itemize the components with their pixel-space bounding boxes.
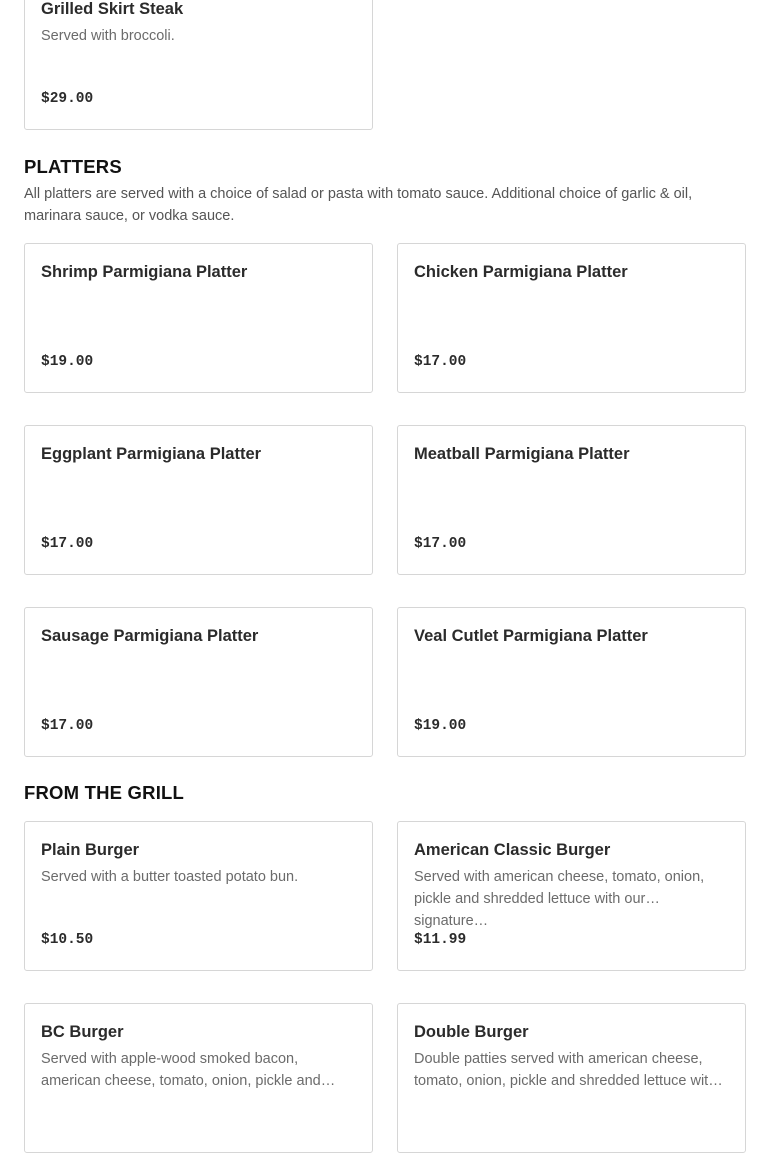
section-title-grill: FROM THE GRILL <box>24 782 185 803</box>
item-price: $17.00 <box>414 536 467 552</box>
menu-item-card[interactable] <box>24 0 373 130</box>
item-name: BC Burger <box>41 1023 124 1041</box>
section-description-platters: All platters are served with a choice of salad or pasta with tomato sauce. Additional choice of garlic & oil, marinara sauce, or vodka sauce. <box>24 186 693 224</box>
item-name: Shrimp Parmigiana Platter <box>41 263 248 281</box>
menu-item-card[interactable] <box>397 425 746 575</box>
item-name: Veal Cutlet Parmigiana Platter <box>414 627 648 645</box>
item-price: $29.00 <box>41 91 94 107</box>
item-name: Eggplant Parmigiana Platter <box>41 445 262 463</box>
item-description: Served with a butter toasted potato bun. <box>41 869 299 885</box>
item-description: Double patties served with american cheese, tomato, onion, pickle and shredded lettuce wit… <box>414 1051 723 1089</box>
item-description: Served with broccoli. <box>41 28 175 44</box>
item-name: Plain Burger <box>41 841 140 859</box>
menu-item-card[interactable] <box>24 1003 373 1153</box>
section-title-platters: PLATTERS <box>24 156 122 177</box>
menu-item-card[interactable] <box>397 1003 746 1153</box>
item-price: $19.00 <box>414 718 467 734</box>
item-price: $17.00 <box>41 536 94 552</box>
item-price: $19.00 <box>41 354 94 370</box>
menu-item-card[interactable] <box>24 243 373 393</box>
menu-item-card[interactable] <box>24 607 373 757</box>
item-description: Served with american cheese, tomato, onion, pickle and shredded lettuce with our signature… <box>414 869 705 929</box>
menu-item-card[interactable] <box>24 425 373 575</box>
item-price: $17.00 <box>414 354 467 370</box>
item-price: $17.00 <box>41 718 94 734</box>
menu-item-card[interactable] <box>397 243 746 393</box>
item-description: Served with apple-wood smoked bacon, american cheese, tomato, onion, pickle and… <box>41 1051 336 1089</box>
item-name: Chicken Parmigiana Platter <box>414 263 628 281</box>
menu-item-card[interactable] <box>397 607 746 757</box>
item-price: $10.50 <box>41 932 94 948</box>
item-name: American Classic Burger <box>414 841 611 859</box>
item-price: $11.99 <box>414 932 467 948</box>
menu-item-card[interactable] <box>397 821 746 971</box>
item-name: Double Burger <box>414 1023 529 1041</box>
menu-item-card[interactable] <box>24 821 373 971</box>
item-name: Grilled Skirt Steak <box>41 0 184 18</box>
item-name: Meatball Parmigiana Platter <box>414 445 630 463</box>
item-name: Sausage Parmigiana Platter <box>41 627 259 645</box>
